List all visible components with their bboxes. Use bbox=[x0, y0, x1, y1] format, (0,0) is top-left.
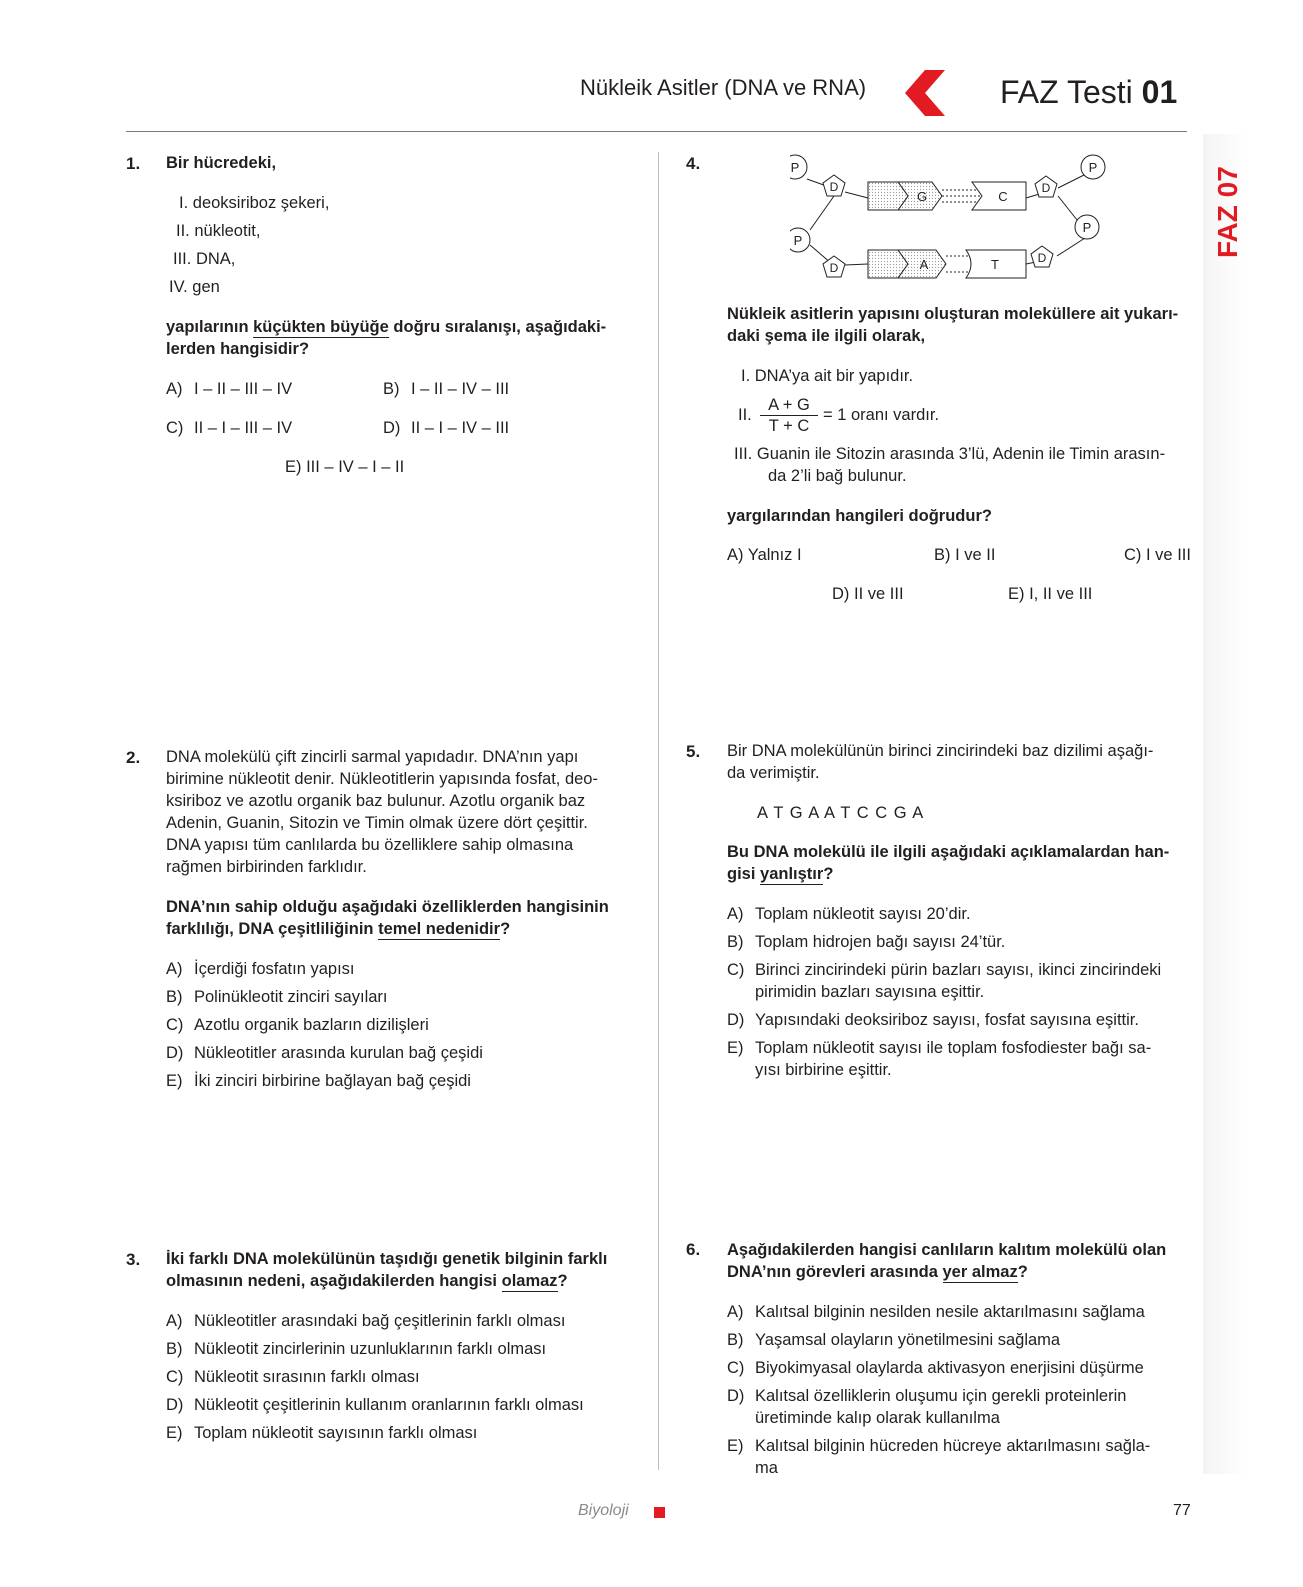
option-label: B) bbox=[727, 933, 744, 951]
option-label: A) bbox=[727, 546, 744, 564]
q2-passage-line: DNA yapısı tüm canlılarda bu özelliklere sahip olmasına bbox=[166, 836, 574, 854]
sugar-label: D bbox=[829, 180, 839, 194]
q6-option-e[interactable] bbox=[727, 1437, 1150, 1456]
q3-option-d[interactable] bbox=[166, 1396, 584, 1415]
q2-stem-line-2 bbox=[166, 920, 510, 939]
q1-item-text: deoksiriboz şekeri, bbox=[192, 194, 330, 212]
option-label: E) bbox=[166, 1072, 183, 1090]
q1-item-text: nükleotit, bbox=[194, 222, 261, 240]
q4-option-a[interactable] bbox=[727, 546, 802, 565]
phosphate-label: P bbox=[793, 233, 803, 248]
backbone-line bbox=[1058, 174, 1086, 188]
q1-item-roman: II. bbox=[176, 222, 190, 240]
option-label: C) bbox=[166, 1368, 184, 1386]
side-tab-text: FAZ 07 bbox=[1212, 166, 1243, 258]
q2-passage-line: DNA molekülü çift zincirli sarmal yapıdadır. DNA’nın yapı bbox=[166, 748, 579, 766]
option-label: D) bbox=[383, 419, 401, 437]
q3-stem-emphasis: olamaz bbox=[501, 1272, 558, 1290]
test-label: FAZ Testi bbox=[1000, 74, 1133, 110]
sugar-label: D bbox=[1037, 251, 1047, 265]
base-label: G bbox=[916, 189, 928, 204]
option-text: II – I – III – IV bbox=[194, 419, 293, 437]
option-text: Yapısındaki deoksiriboz sayısı, fosfat sayısına eşittir. bbox=[755, 1011, 1139, 1029]
q6-number: 6. bbox=[686, 1240, 701, 1259]
q6-option-e-line-2: ma bbox=[755, 1459, 778, 1477]
option-text: I ve II bbox=[955, 546, 996, 564]
q3-option-a[interactable] bbox=[166, 1312, 565, 1331]
q1-item-4 bbox=[169, 278, 220, 297]
q2-option-b[interactable] bbox=[166, 988, 388, 1007]
option-text: Kalıtsal özelliklerin oluşumu için gerekli proteinlerin bbox=[755, 1387, 1127, 1405]
side-tab bbox=[1203, 134, 1249, 1474]
q2-option-d[interactable] bbox=[166, 1044, 483, 1063]
option-label: E) bbox=[166, 1424, 183, 1442]
phosphate-label: P bbox=[1082, 220, 1092, 235]
q5-option-c-line-2: pirimidin bazları sayısına eşittir. bbox=[755, 983, 985, 1001]
option-label: C) bbox=[727, 1359, 745, 1377]
fraction-denominator: T + C bbox=[768, 417, 810, 435]
q4-option-d[interactable] bbox=[832, 585, 904, 604]
sugar-label: D bbox=[829, 261, 839, 275]
q6-stem-line-1: Aşağıdakilerden hangisi canlıların kalıtım molekülü olan bbox=[727, 1241, 1167, 1259]
q6-stem-line-2 bbox=[727, 1263, 1028, 1282]
q2-stem-line-1: DNA’nın sahip olduğu aşağıdaki özelliklerden hangisinin bbox=[166, 898, 609, 916]
option-text: I – II – IV – III bbox=[411, 380, 510, 398]
q5-stem-text: ? bbox=[823, 865, 834, 883]
q2-passage-line: ksiriboz ve azotlu organik baz bulunur. Azotlu organik baz bbox=[166, 792, 586, 810]
q3-stem-text: olmasının nedeni, aşağıdakilerden hangisi bbox=[166, 1272, 498, 1290]
q1-stem-line-1 bbox=[166, 318, 606, 337]
option-text: Birinci zincirindeki pürin bazları sayısı, ikinci zincirindeki bbox=[755, 961, 1162, 979]
phosphate-label: P bbox=[790, 160, 800, 175]
connector bbox=[845, 192, 868, 198]
q5-option-d[interactable] bbox=[727, 1011, 1139, 1030]
phosphate-label: P bbox=[1088, 160, 1098, 175]
q4-option-c[interactable] bbox=[1124, 546, 1191, 565]
option-text: II – I – IV – III bbox=[411, 419, 510, 437]
test-number: 01 bbox=[1141, 74, 1178, 110]
q6-option-b[interactable] bbox=[727, 1331, 1060, 1350]
q5-sequence: A T G A A T C C G A bbox=[757, 804, 925, 822]
q1-intro: Bir hücredeki, bbox=[166, 154, 277, 172]
q1-item-roman: III. bbox=[173, 250, 192, 268]
option-label: B) bbox=[727, 1331, 744, 1349]
option-label: E) bbox=[285, 458, 302, 476]
q1-stem-text: yapılarının bbox=[166, 318, 249, 336]
base-label: A bbox=[919, 257, 929, 272]
option-label: B) bbox=[383, 380, 400, 398]
chevron-left-icon bbox=[905, 70, 949, 116]
option-text: I, II ve III bbox=[1029, 585, 1093, 603]
option-label: B) bbox=[166, 988, 183, 1006]
option-label: D) bbox=[727, 1387, 745, 1405]
q1-option-d[interactable] bbox=[383, 419, 509, 438]
q2-option-a[interactable] bbox=[166, 960, 355, 979]
q5-option-e[interactable] bbox=[727, 1039, 1151, 1058]
option-label: D) bbox=[166, 1396, 184, 1414]
q4-question: yargılarından hangileri doğrudur? bbox=[727, 507, 992, 525]
q1-option-a[interactable] bbox=[166, 380, 292, 399]
q6-option-a[interactable] bbox=[727, 1303, 1145, 1322]
q1-item-3 bbox=[173, 250, 235, 269]
connector bbox=[845, 264, 868, 265]
q6-option-c[interactable] bbox=[727, 1359, 1144, 1378]
option-text: Toplam nükleotit sayısı 20’dir. bbox=[755, 905, 971, 923]
q1-item-text: DNA, bbox=[195, 250, 236, 268]
column-divider bbox=[658, 152, 659, 1470]
q5-stem-text: gisi bbox=[727, 865, 756, 883]
q2-stem-emphasis: temel nedenidir bbox=[378, 920, 501, 938]
option-label: A) bbox=[727, 905, 744, 923]
q4-option-b[interactable] bbox=[934, 546, 995, 565]
q5-option-b[interactable] bbox=[727, 933, 1005, 952]
q1-number: 1. bbox=[126, 154, 141, 173]
option-text: Nükleotit zincirlerinin uzunluklarının farklı olması bbox=[194, 1340, 547, 1358]
option-label: C) bbox=[727, 961, 745, 979]
option-label: B) bbox=[934, 546, 951, 564]
q5-option-c[interactable] bbox=[727, 961, 1161, 980]
option-text: Nükleotit çeşitlerinin kullanım oranlarının farklı olması bbox=[194, 1396, 584, 1414]
option-text: II ve III bbox=[854, 585, 904, 603]
option-text: Yalnız I bbox=[747, 546, 802, 564]
option-text: Kalıtsal bilginin nesilden nesile aktarılmasını sağlama bbox=[755, 1303, 1145, 1321]
option-text: Toplam nükleotit sayısının farklı olması bbox=[194, 1424, 478, 1442]
footer-square-icon bbox=[654, 1507, 665, 1518]
q2-stem-text: ? bbox=[500, 920, 511, 938]
q6-stem-emphasis: yer almaz bbox=[942, 1263, 1018, 1281]
option-text: Yaşamsal olayların yönetilmesini sağlama bbox=[755, 1331, 1061, 1349]
option-text: Biyokimyasal olaylarda aktivasyon enerjisini düşürme bbox=[755, 1359, 1144, 1377]
option-label: A) bbox=[166, 1312, 183, 1330]
q5-stem-line-1: Bu DNA molekülü ile ilgili aşağıdaki açıklamalardan han- bbox=[727, 843, 1170, 861]
q2-passage-line: rağmen birbirinden farklıdır. bbox=[166, 858, 367, 876]
option-label: E) bbox=[727, 1437, 744, 1455]
option-text: Toplam hidrojen bağı sayısı 24’tür. bbox=[755, 933, 1006, 951]
q5-intro-line-2: da verimiştir. bbox=[727, 764, 820, 782]
fraction-numerator: A + G bbox=[760, 395, 818, 416]
q4-option-e[interactable] bbox=[1008, 585, 1092, 604]
option-text: Polinükleotit zinciri sayıları bbox=[194, 988, 388, 1006]
sugar-label: D bbox=[1041, 181, 1051, 195]
q5-number: 5. bbox=[686, 742, 701, 761]
q2-passage-line: Adenin, Guanin, Sitozin ve Timin olmak üzere dört çeşittir. bbox=[166, 814, 588, 832]
side-tab-label bbox=[1203, 152, 1249, 262]
q1-item-roman: IV. bbox=[169, 278, 188, 296]
q3-stem-line-1: İki farklı DNA molekülünün taşıdığı genetik bilginin farklı bbox=[166, 1250, 608, 1268]
option-text: Kalıtsal bilginin hücreden hücreye aktarılmasını sağla- bbox=[755, 1437, 1151, 1455]
q1-option-c[interactable] bbox=[166, 419, 292, 438]
q3-stem-text: ? bbox=[557, 1272, 568, 1290]
option-text: III – IV – I – II bbox=[306, 458, 405, 476]
option-label: A) bbox=[166, 380, 183, 398]
page-number: 77 bbox=[1173, 1502, 1191, 1519]
q4-stem-line-1: Nükleik asitlerin yapısını oluşturan moleküllere ait yukarı- bbox=[727, 305, 1179, 323]
option-label: D) bbox=[832, 585, 850, 603]
q5-option-e-line-2: yısı birbirine eşittir. bbox=[755, 1061, 892, 1079]
option-text: Nükleotitler arasındaki bağ çeşitlerinin farklı olması bbox=[194, 1312, 566, 1330]
q3-option-b[interactable] bbox=[166, 1340, 546, 1359]
topic-title: Nükleik Asitler (DNA ve RNA) bbox=[580, 75, 867, 100]
q1-stem-emphasis: küçükten büyüğe bbox=[253, 318, 389, 336]
q6-option-d-line-2: üretiminde kalıp olarak kullanılma bbox=[755, 1409, 1000, 1427]
q2-passage-line: birimine nükleotit denir. Nükleotitlerin yapısında fosfat, deo- bbox=[166, 770, 598, 788]
option-text: İki zinciri birbirine bağlayan bağ çeşidi bbox=[194, 1072, 471, 1090]
option-text: Nükleotitler arasında kurulan bağ çeşidi bbox=[194, 1044, 483, 1062]
q3-stem-line-2 bbox=[166, 1272, 568, 1291]
q2-number: 2. bbox=[126, 748, 141, 767]
q4-item-1: I. DNA’ya ait bir yapıdır. bbox=[741, 367, 914, 385]
q1-option-e[interactable] bbox=[285, 458, 404, 477]
q4-stem-line-2: daki şema ile ilgili olarak, bbox=[727, 327, 926, 345]
option-label: D) bbox=[166, 1044, 184, 1062]
option-text: I – II – III – IV bbox=[194, 380, 293, 398]
q6-stem-text: ? bbox=[1017, 1263, 1028, 1281]
q4-number: 4. bbox=[686, 154, 701, 173]
q1-stem-line-2: lerden hangisidir? bbox=[166, 340, 310, 358]
q5-option-a[interactable] bbox=[727, 905, 971, 924]
option-label: C) bbox=[166, 419, 184, 437]
q5-intro-line-1: Bir DNA molekülünün birinci zincirindeki baz dizilimi aşağı- bbox=[727, 742, 1154, 760]
option-label: C) bbox=[166, 1016, 184, 1034]
q2-stem-text: farklılığı, DNA çeşitliliğinin bbox=[166, 920, 374, 938]
q3-option-e[interactable] bbox=[166, 1424, 477, 1443]
option-text: Nükleotit sırasının farklı olması bbox=[194, 1368, 420, 1386]
q4-item-3-line-2: da 2’li bağ bulunur. bbox=[768, 467, 907, 485]
option-label: C) bbox=[1124, 546, 1142, 564]
q1-item-roman: I. bbox=[179, 194, 189, 212]
option-text: Toplam nükleotit sayısı ile toplam fosfodiester bağı sa- bbox=[755, 1039, 1152, 1057]
q3-option-c[interactable] bbox=[166, 1368, 420, 1387]
q6-option-d[interactable] bbox=[727, 1387, 1126, 1406]
option-label: D) bbox=[727, 1011, 745, 1029]
q4-item-2-fraction bbox=[760, 395, 818, 436]
q3-number: 3. bbox=[126, 1250, 141, 1269]
q4-item-2-text: = 1 oranı vardır. bbox=[823, 406, 940, 424]
option-label: B) bbox=[166, 1340, 183, 1358]
q4-item-3-line-1: III. Guanin ile Sitozin arasında 3’lü, Adenin ile Timin arasın- bbox=[734, 445, 1166, 463]
backbone-line bbox=[1057, 238, 1085, 256]
option-label: E) bbox=[1008, 585, 1025, 603]
q2-option-c[interactable] bbox=[166, 1016, 429, 1035]
q1-option-b[interactable] bbox=[383, 380, 509, 399]
option-text: İçerdiği fosfatın yapısı bbox=[194, 960, 355, 978]
q6-stem-text: DNA’nın görevleri arasında bbox=[727, 1263, 938, 1281]
option-text: I ve III bbox=[1146, 546, 1191, 564]
q1-item-text: gen bbox=[192, 278, 220, 296]
option-label: A) bbox=[166, 960, 183, 978]
option-label: E) bbox=[727, 1039, 744, 1057]
q1-stem-text: doğru sıralanışı, aşağıdaki- bbox=[393, 318, 607, 336]
q4-item-2-roman: II. bbox=[738, 406, 752, 424]
option-label: A) bbox=[727, 1303, 744, 1321]
q1-item-2 bbox=[176, 222, 260, 241]
header-rule bbox=[126, 131, 1187, 132]
footer-subject: Biyoloji bbox=[578, 1502, 629, 1519]
nucleotide-diagram bbox=[790, 152, 1130, 286]
base-label: C bbox=[998, 189, 1008, 204]
base-label: T bbox=[991, 257, 999, 272]
q1-item-1 bbox=[179, 194, 329, 213]
q2-option-e[interactable] bbox=[166, 1072, 471, 1091]
option-text: Azotlu organik bazların dizilişleri bbox=[194, 1016, 429, 1034]
q5-stem-line-2 bbox=[727, 865, 833, 884]
q5-stem-emphasis: yanlıştır bbox=[760, 865, 824, 883]
test-title bbox=[1000, 74, 1177, 111]
backbone-line bbox=[810, 196, 834, 230]
